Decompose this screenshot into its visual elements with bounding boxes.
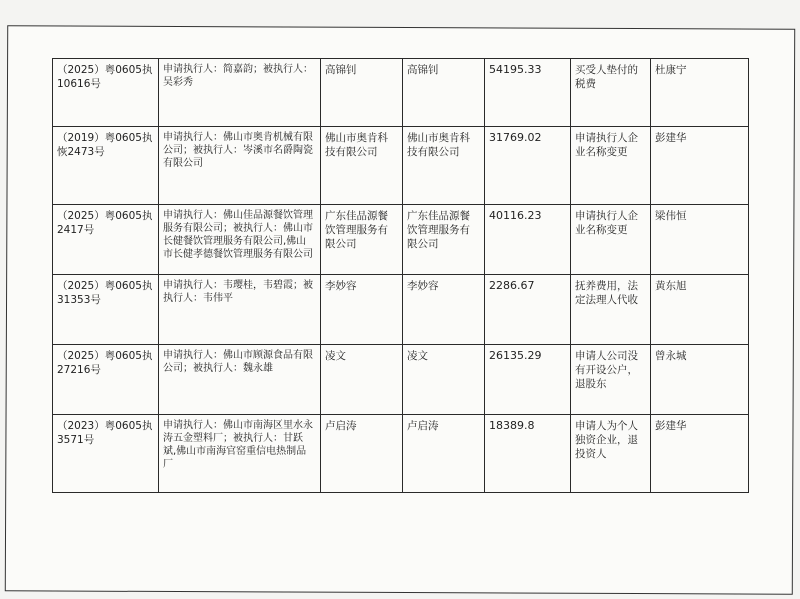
table-row — [53, 205, 749, 275]
applicant: 凌文 — [321, 345, 403, 415]
parties: 申请执行人：佛山市南海区里水永涛五金塑料厂；被执行人：甘跃斌,佛山市南海官窑重信电热制品厂 — [159, 415, 321, 493]
amount: 26135.29 — [485, 345, 571, 415]
amount: 2286.67 — [485, 275, 571, 345]
reason: 申请人为个人独资企业，退投资人 — [571, 415, 651, 493]
parties: 申请执行人：佛山佳品源餐饮管理服务有限公司；被执行人：佛山市长健餐饮管理服务有限公司,佛山市长健孝德餐饮管理服务有限公司 — [159, 205, 321, 275]
case-records-table — [52, 58, 749, 493]
table-row — [53, 345, 749, 415]
amount: 40116.23 — [485, 205, 571, 275]
payee: 广东佳品源餐饮管理服务有限公司 — [403, 205, 485, 275]
table-row — [53, 127, 749, 205]
reason: 申请人公司没有开设公户，退股东 — [571, 345, 651, 415]
case-number: （2025）粤0605执2417号 — [53, 205, 159, 275]
payee: 李妙容 — [403, 275, 485, 345]
payee: 高锦钊 — [403, 59, 485, 127]
reason: 抚养费用，法定法理人代收 — [571, 275, 651, 345]
reason: 申请执行人企业名称变更 — [571, 127, 651, 205]
handler: 黄东旭 — [651, 275, 749, 345]
payee: 凌文 — [403, 345, 485, 415]
table-row — [53, 59, 749, 127]
handler: 杜康宁 — [651, 59, 749, 127]
amount: 31769.02 — [485, 127, 571, 205]
handler: 曾永城 — [651, 345, 749, 415]
case-number: （2025）粤0605执31353号 — [53, 275, 159, 345]
table-row — [53, 415, 749, 493]
applicant: 佛山市奥肯科技有限公司 — [321, 127, 403, 205]
payee: 卢启涛 — [403, 415, 485, 493]
handler: 彭建华 — [651, 415, 749, 493]
parties: 申请执行人：佛山市顾源食品有限公司；被执行人：魏永雄 — [159, 345, 321, 415]
case-number: （2019）粤0605执恢2473号 — [53, 127, 159, 205]
reason: 买受人垫付的税费 — [571, 59, 651, 127]
handler: 彭建华 — [651, 127, 749, 205]
parties: 申请执行人：简嘉韵；被执行人：吴彩秀 — [159, 59, 321, 127]
parties: 申请执行人：佛山市奥肯机械有限公司；被执行人：岑溪市名爵陶瓷有限公司 — [159, 127, 321, 205]
amount: 54195.33 — [485, 59, 571, 127]
case-number: （2025）粤0605执10616号 — [53, 59, 159, 127]
case-number: （2023）粤0605执3571号 — [53, 415, 159, 493]
payee: 佛山市奥肯科技有限公司 — [403, 127, 485, 205]
reason: 申请执行人企业名称变更 — [571, 205, 651, 275]
amount: 18389.8 — [485, 415, 571, 493]
table-row — [53, 275, 749, 345]
applicant: 李妙容 — [321, 275, 403, 345]
handler: 梁伟恒 — [651, 205, 749, 275]
applicant: 广东佳品源餐饮管理服务有限公司 — [321, 205, 403, 275]
parties: 申请执行人：韦璎桂，韦碧霞；被执行人：韦伟平 — [159, 275, 321, 345]
applicant: 高锦钊 — [321, 59, 403, 127]
applicant: 卢启涛 — [321, 415, 403, 493]
case-number: （2025）粤0605执27216号 — [53, 345, 159, 415]
